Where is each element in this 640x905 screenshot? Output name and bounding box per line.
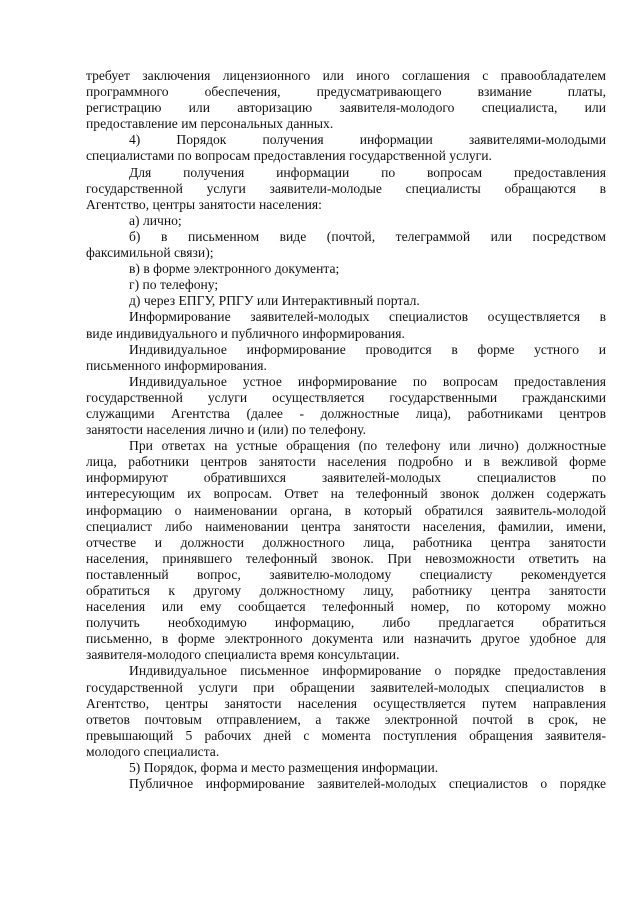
text-line: информируют обратившихся заявителей-молодых специалистов по <box>86 470 606 486</box>
text-line: молодого специалиста. <box>86 743 220 759</box>
text-line: в) в форме электронного документа; <box>129 261 340 277</box>
text-line: государственной услуги при обращении заявителей-молодых специалистов в <box>86 679 606 695</box>
text-line: служащими Агентства (далее - должностные лица), работниками центров <box>86 405 606 421</box>
text-line: письменно, в форме электронного документа или назначить другое удобное для <box>86 631 606 647</box>
text-line: Информирование заявителей-молодых специалистов осуществляется в <box>129 309 606 325</box>
text-line: Агентство, центры занятости населения осуществляется путем направления <box>86 695 606 711</box>
text-line: Индивидуальное устное информирование по вопросам предоставления <box>129 373 606 389</box>
text-line: а) лично; <box>129 212 182 228</box>
text-line: Агентство, центры занятости населения: <box>86 196 322 212</box>
text-line: виде индивидуального и публичного информирования. <box>86 325 405 341</box>
text-line: населения или ему сообщается телефонный номер, по которому можно <box>86 599 606 615</box>
text-line: При ответах на устные обращения (по телефону или лично) должностные <box>129 438 606 454</box>
text-line: превышающий 5 рабочих дней с момента поступления обращения заявителя- <box>86 727 606 743</box>
text-line: предоставление им персональных данных. <box>86 116 334 132</box>
text-line: специалистами по вопросам предоставления государственной услуги. <box>86 148 492 164</box>
text-line: государственной услуги заявители-молодые специалисты обращаются в <box>86 180 606 196</box>
text-line: г) по телефону; <box>129 277 219 293</box>
text-line: отчестве и должности должностного лица, работника центра занятости <box>86 534 606 550</box>
text-line: обратиться к другому должностному лицу, работнику центра занятости <box>86 583 606 598</box>
text-line: Для получения информации по вопросам предоставления <box>129 164 606 180</box>
text-line: 5) Порядок, форма и место размещения информации. <box>129 760 439 776</box>
text-line: письменного информирования. <box>86 357 267 373</box>
text-line: д) через ЕПГУ, РПГУ или Интерактивный портал. <box>129 293 420 309</box>
text-line: государственной услуги осуществляется государственными гражданскими <box>86 389 606 405</box>
text-line: заявителя-молодого специалиста время консультации. <box>86 647 400 663</box>
text-line: факсимильной связи); <box>86 245 214 261</box>
text-line: информацию о наименовании органа, в который обратился заявитель-молодой <box>86 502 606 518</box>
text-line: занятости населения лично и (или) по телефону. <box>86 422 366 438</box>
text-line: Публичное информирование заявителей-молодых специалистов о порядке <box>129 776 606 792</box>
text-line: специалист либо наименовании центра занятости населения, фамилии, имени, <box>86 518 606 534</box>
text-line: 4) Порядок получения информации заявителями-молодыми <box>129 132 606 148</box>
text-line: Индивидуальное письменное информирование о порядке предоставления <box>129 663 606 679</box>
text-line: Индивидуальное информирование проводится в форме устного и <box>129 341 606 357</box>
text-line: ответов почтовым отправлением, а также электронной почтой в срок, не <box>86 711 606 727</box>
text-line: б) в письменном виде (почтой, телеграммой или посредством <box>129 228 606 244</box>
text-line: лица, работники центров занятости населения подробно и в вежливой форме <box>86 454 606 470</box>
text-line: получить необходимую информацию, либо предлагается обратиться <box>86 615 606 631</box>
text-line: поставленный вопрос, заявителю-молодому специалисту рекомендуется <box>86 566 606 582</box>
text-line: интересующим их вопросам. Ответ на телефонный звонок должен содержать <box>86 486 606 502</box>
document-page <box>86 68 606 792</box>
text-line: программного обеспечения, предусматривающего взимание платы, <box>86 84 606 100</box>
text-line: регистрацию или авторизацию заявителя-молодого специалиста, или <box>86 100 606 116</box>
text-line: населения, принявшего телефонный звонок. При невозможности ответить на <box>86 550 606 566</box>
text-line: требует заключения лицензионного или иного соглашения с правообладателем <box>86 68 606 83</box>
